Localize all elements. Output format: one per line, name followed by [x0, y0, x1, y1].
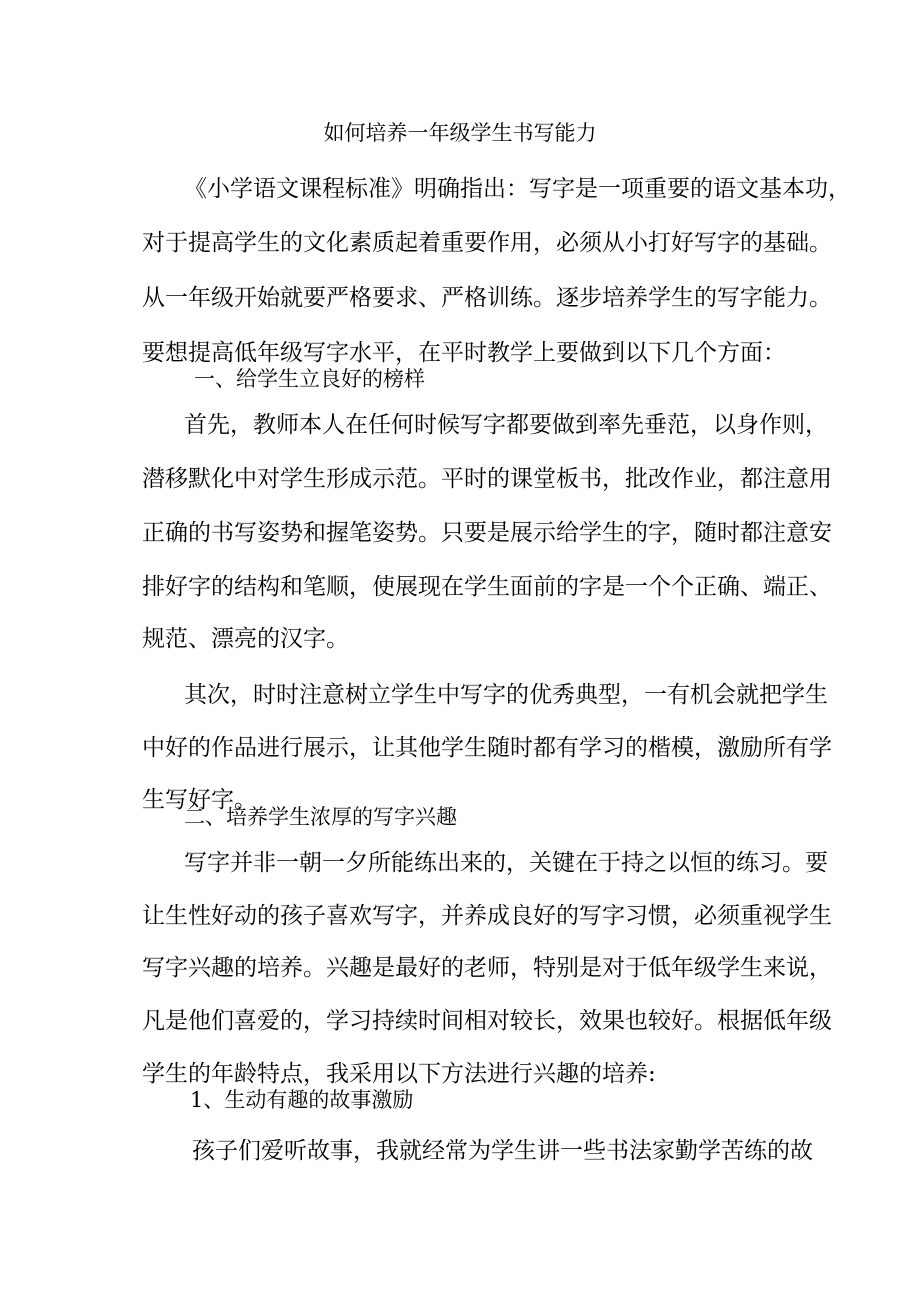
paragraph-line: 正确的书写姿势和握笔姿势。只要是展示给学生的字，随时都注意安: [142, 520, 832, 546]
paragraph-line: 潜移默化中对学生形成示范。平时的课堂板书，批改作业，都注意用: [142, 466, 832, 492]
paragraph-line: 孩子们爱听故事，我就经常为学生讲一些书法家勤学苦练的故: [192, 1138, 813, 1164]
paragraph-line: 《小学语文课程标准》明确指出：写字是一项重要的语文基本功，: [184, 176, 851, 202]
paragraph-line: 中好的作品进行展示，让其他学生随时都有学习的楷模，激励所有学: [142, 735, 832, 761]
section-heading: 1、生动有趣的故事激励: [190, 1088, 414, 1112]
section-heading: 一、给学生立良好的榜样: [194, 367, 425, 391]
paragraph-line: 凡是他们喜爱的，学习持续时间相对较长，效果也较好。根据低年级: [142, 1008, 832, 1034]
paragraph-line: 排好字的结构和笔顺，使展现在学生面前的字是一个个正确、端正、: [142, 574, 832, 600]
paragraph-line: 生写好字。: [142, 787, 257, 813]
section-heading: 二、培养学生浓厚的写字兴趣: [184, 805, 457, 829]
paragraph-line: 让生性好动的孩子喜欢写字，并养成良好的写字习惯，必须重视学生: [142, 903, 832, 929]
paragraph-line: 首先，教师本人在任何时候写字都要做到率先垂范，以身作则，: [184, 412, 828, 438]
paragraph-line: 其次，时时注意树立学生中写字的优秀典型，一有机会就把学生: [184, 682, 828, 708]
paragraph-line: 写字兴趣的培养。兴趣是最好的老师，特别是对于低年级学生来说，: [142, 955, 832, 981]
paragraph-line: 从一年级开始就要严格要求、严格训练。逐步培养学生的写字能力。: [142, 285, 832, 311]
paragraph-line: 要想提高低年级写字水平，在平时教学上要做到以下几个方面：: [142, 340, 786, 366]
paragraph-line: 规范、漂亮的汉字。: [142, 626, 349, 652]
paragraph-line: 对于提高学生的文化素质起着重要作用，必须从小打好写字的基础。: [142, 230, 832, 256]
paragraph-line: 学生的年龄特点，我采用以下方法进行兴趣的培养:: [142, 1061, 656, 1087]
paragraph-line: 写字并非一朝一夕所能练出来的，关键在于持之以恒的练习。要: [184, 850, 828, 876]
document-title: 如何培养一年级学生书写能力: [323, 121, 597, 145]
